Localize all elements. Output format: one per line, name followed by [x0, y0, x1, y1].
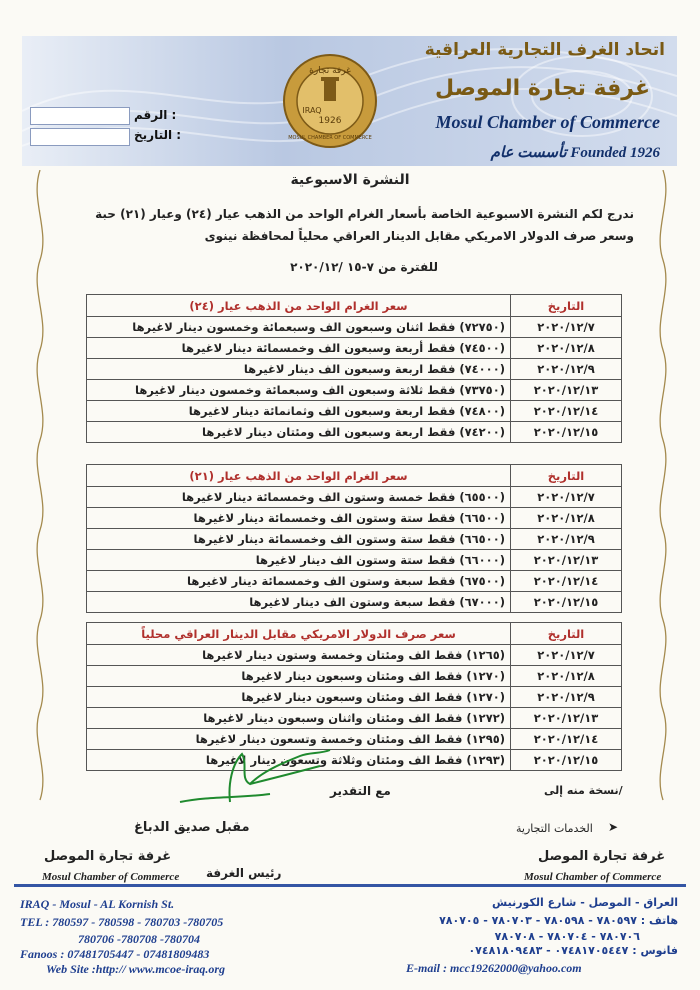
footer-phone-english: TEL : 780597 - 780598 - 780703 -780705 — [20, 915, 224, 929]
number-field — [30, 107, 130, 125]
row-price: (٦٧٥٠٠) فقط سبعة وستون الف وخمسمائة دينار لاغيرها — [87, 571, 511, 592]
footer-phone-arabic: هاتف : ٧٨٠٥٩٧ - ٧٨٠٥٩٨ - ٧٨٠٧٠٣ - ٧٨٠٧٠٥ — [439, 914, 678, 927]
gold-24k-table — [86, 294, 622, 443]
row-price: (٧٤٠٠٠) فقط اربعة وسبعون الف دينار لاغيرها — [87, 359, 511, 380]
table-row — [87, 338, 622, 359]
row-date: ٢٠٢٠/١٢/٧ — [511, 487, 622, 508]
table-row — [87, 571, 622, 592]
table-row — [87, 422, 622, 443]
commerce-services-label: الخدمات التجارية — [516, 822, 593, 835]
founded-line — [491, 143, 660, 162]
table-row — [87, 529, 622, 550]
signer-name: مقبل صديق الدباغ — [134, 820, 250, 835]
table-header-row — [87, 465, 622, 487]
date-column-header: التاريخ — [511, 465, 622, 487]
table-row — [87, 380, 622, 401]
row-date: ٢٠٢٠/١٢/٨ — [511, 508, 622, 529]
handwritten-signature — [170, 724, 350, 814]
chamber-logo-seal — [282, 53, 378, 149]
right-ornamental-border — [653, 170, 673, 825]
row-price: (١٢٧٠) فقط الف ومئتان وسبعون دينار لاغيرها — [87, 666, 511, 687]
table-row — [87, 359, 622, 380]
row-price: (٧٢٧٥٠) فقط اثنان وسبعون الف وسبعمائة وخمسون دينار لاغيرها — [87, 317, 511, 338]
row-price: (٦٥٥٠٠) فقط خمسة وستون الف وخمسمائة دينار لاغيرها — [87, 487, 511, 508]
table-row — [87, 508, 622, 529]
row-date: ٢٠٢٠/١٢/٧ — [511, 645, 622, 666]
arrow-icon: ➤ — [608, 820, 619, 834]
chamber-name-english: Mosul Chamber of Commerce — [435, 112, 660, 132]
date-label: التاريخ : — [134, 128, 182, 142]
table-row — [87, 317, 622, 338]
table-row — [87, 592, 622, 613]
signer-org-english: Mosul Chamber of Commerce — [42, 871, 180, 883]
row-date: ٢٠٢٠/١٢/١٥ — [511, 750, 622, 771]
footer-website-link[interactable]: Web Site :http:// www.mcoe-iraq.org — [46, 962, 225, 976]
row-price: (٦٦٥٠٠) فقط ستة وستون الف وخمسمائة دينار لاغيرها — [87, 529, 511, 550]
number-label: الرقم : — [134, 108, 177, 122]
footer-phone-arabic-2: ٧٨٠٧٠٦ - ٧٨٠٧٠٤ - ٧٨٠٧٠٨ — [494, 930, 640, 943]
table-row — [87, 708, 622, 729]
table-row — [87, 401, 622, 422]
table-row — [87, 645, 622, 666]
footer-email-link[interactable]: E-mail : mcc19262000@yahoo.com — [406, 961, 582, 975]
footer-fax-arabic: فانوس : ٠٧٤٨١٧٠٥٤٤٧ - ٠٧٤٨١٨٠٩٤٨٣ — [468, 944, 678, 957]
row-date: ٢٠٢٠/١٢/١٣ — [511, 708, 622, 729]
gold-21k-title: سعر الغرام الواحد من الذهب عيار (٢١) — [87, 465, 511, 487]
row-date: ٢٠٢٠/١٢/٨ — [511, 666, 622, 687]
row-date: ٢٠٢٠/١٢/١٣ — [511, 550, 622, 571]
intro-line-2: وسعر صرف الدولار الامريكي مقابل الدينار العراقي محلياً لمحافظة نينوى — [204, 229, 634, 243]
row-date: ٢٠٢٠/١٢/١٤ — [511, 401, 622, 422]
row-price: (٧٤٢٠٠) فقط اربعة وسبعون الف ومئتان دينار لاغيرها — [87, 422, 511, 443]
footer-divider — [14, 884, 686, 887]
usd-exchange-table — [86, 622, 622, 771]
logo-top-text: غرفة تجارة — [309, 66, 351, 76]
signer-org-arabic: غرفة تجارة الموصل — [44, 849, 172, 864]
usd-exchange-title: سعر صرف الدولار الامريكي مقابل الدينار العراقي محلياً — [87, 623, 511, 645]
bulletin-title: النشرة الاسبوعية — [290, 172, 410, 188]
row-date: ٢٠٢٠/١٢/١٥ — [511, 592, 622, 613]
table-row — [87, 750, 622, 771]
row-date: ٢٠٢٠/١٢/١٤ — [511, 729, 622, 750]
table-header-row — [87, 623, 622, 645]
logo-bottom-text: MOSUL CHAMBER OF COMMERCE — [288, 135, 372, 141]
row-date: ٢٠٢٠/١٢/١٣ — [511, 380, 622, 401]
gold-24k-title: سعر الغرام الواحد من الذهب عيار (٢٤) — [87, 295, 511, 317]
regards-text: مع التقدير — [330, 784, 391, 798]
row-price: (١٢٩٣) فقط الف ومئتان وثلاثة وتسعون دينار لاغيرها — [87, 750, 511, 771]
right-org-english: Mosul Chamber of Commerce — [524, 871, 662, 883]
row-date: ٢٠٢٠/١٢/١٤ — [511, 571, 622, 592]
left-ornamental-border — [30, 170, 50, 825]
table-header-row — [87, 295, 622, 317]
copy-to-label: نسخة منه إلى/ — [544, 784, 623, 797]
table-row — [87, 666, 622, 687]
right-org-arabic: غرفة تجارة الموصل — [538, 849, 666, 864]
row-price: (١٢٧٢) فقط الف ومئتان واثنان وسبعون دينار لاغيرها — [87, 708, 511, 729]
row-date: ٢٠٢٠/١٢/٩ — [511, 687, 622, 708]
row-price: (٧٤٨٠٠) فقط اربعة وسبعون الف وثمانمائة دينار لاغيرها — [87, 401, 511, 422]
date-column-header: التاريخ — [511, 623, 622, 645]
row-price: (١٢٩٥) فقط الف ومئتان وخمسة وتسعون دينار لاغيرها — [87, 729, 511, 750]
row-date: ٢٠٢٠/١٢/١٥ — [511, 422, 622, 443]
row-price: (٧٤٥٠٠) فقط أربعة وسبعون الف وخمسمائة دينار لاغيرها — [87, 338, 511, 359]
row-price: (٦٦٥٠٠) فقط ستة وستون الف وخمسمائة دينار لاغيرها — [87, 508, 511, 529]
founded-english: Founded 1926 — [570, 145, 660, 161]
gold-21k-table — [86, 464, 622, 613]
logo-year-text: 1926 — [318, 116, 342, 126]
table-row — [87, 550, 622, 571]
date-column-header: التاريخ — [511, 295, 622, 317]
intro-line-1: ندرج لكم النشرة الاسبوعية الخاصة بأسعار الغرام الواحد من الذهب عيار (٢٤) وعيار (٢١) حبة — [95, 207, 634, 221]
period-line: للفترة من ٧-١٥ /٢٠٢٠/١٢ — [290, 260, 438, 274]
row-price: (٧٣٧٥٠) فقط ثلاثة وسبعون الف وسبعمائة وخمسون دينار لاغيرها — [87, 380, 511, 401]
row-date: ٢٠٢٠/١٢/٧ — [511, 317, 622, 338]
row-date: ٢٠٢٠/١٢/٩ — [511, 359, 622, 380]
federation-name: اتحاد الغرف التجارية العراقية — [424, 40, 665, 60]
row-price: (٦٧٠٠٠) فقط سبعة وستون الف دينار لاغيرها — [87, 592, 511, 613]
signer-title: رئيس الغرفة — [206, 866, 282, 880]
footer-address-arabic: العراق - الموصل - شارع الكورنيش — [492, 896, 678, 909]
row-date: ٢٠٢٠/١٢/٩ — [511, 529, 622, 550]
row-price: (١٢٧٠) فقط الف ومئتان وسبعون دينار لاغيرها — [87, 687, 511, 708]
table-row — [87, 487, 622, 508]
date-field — [30, 128, 130, 146]
row-price: (٦٦٠٠٠) فقط ستة وستون الف دينار لاغيرها — [87, 550, 511, 571]
footer-fax-english: Fanoos : 07481705447 - 07481809483 — [20, 947, 210, 961]
footer-address-english: IRAQ - Mosul - AL Kornish St. — [20, 897, 175, 911]
footer-phone-english-2: 780706 -780708 -780704 — [78, 932, 200, 946]
chamber-name-arabic: غرفة تجارة الموصل — [434, 76, 650, 101]
row-price: (١٢٦٥) فقط الف ومئتان وخمسة وستون دينار لاغيرها — [87, 645, 511, 666]
row-date: ٢٠٢٠/١٢/٨ — [511, 338, 622, 359]
table-row — [87, 729, 622, 750]
logo-iraq-text: IRAQ — [302, 106, 322, 115]
founded-arabic: تأسست عام — [490, 145, 567, 161]
table-row — [87, 687, 622, 708]
